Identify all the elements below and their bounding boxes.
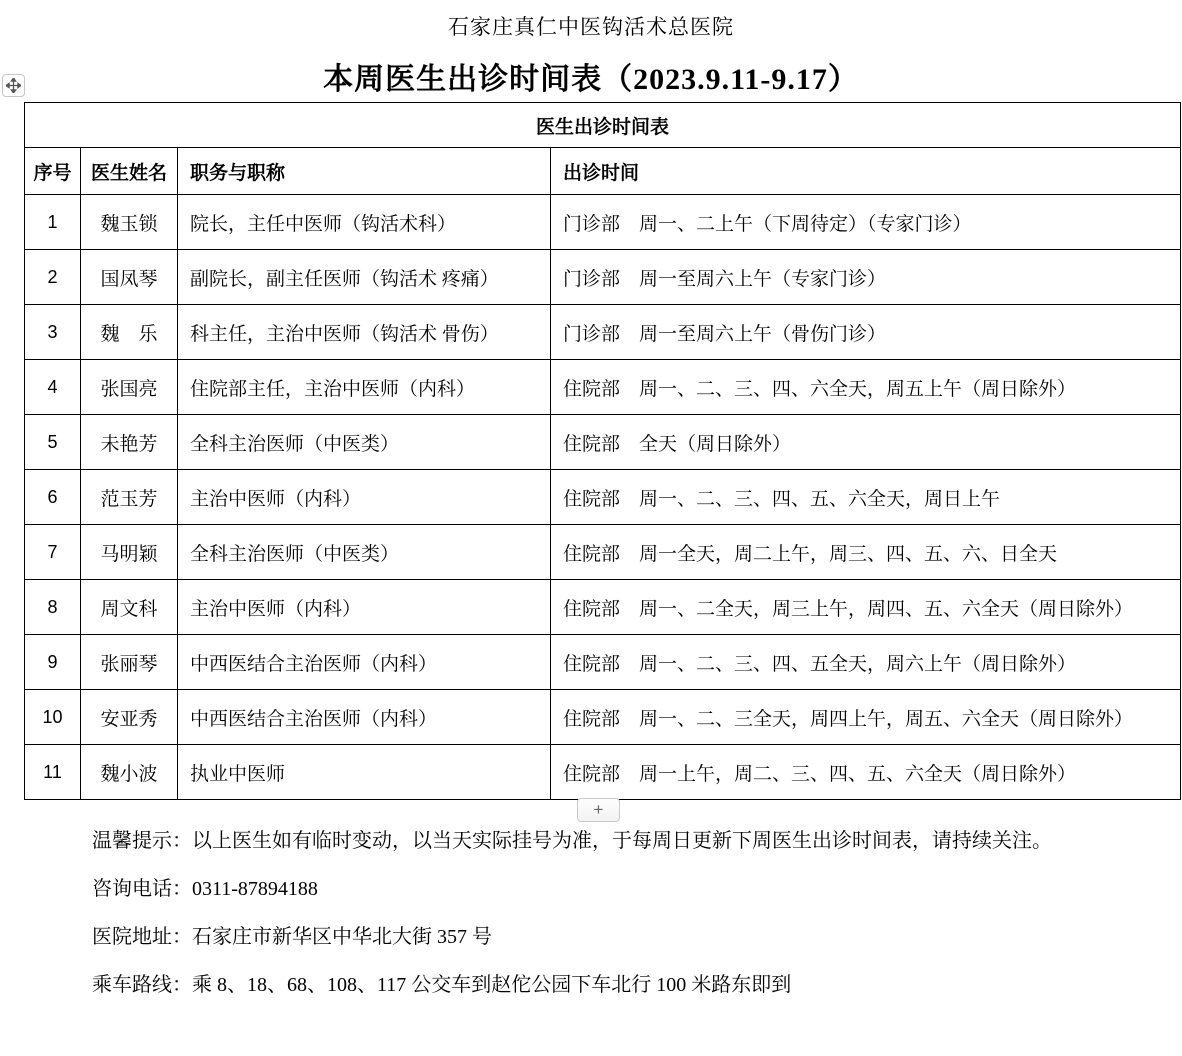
note-phone: 咨询电话：0311-87894188 bbox=[92, 878, 318, 900]
table-row bbox=[25, 525, 1181, 580]
cell-title: 主治中医师（内科） bbox=[178, 470, 551, 525]
move-arrows-icon bbox=[6, 78, 21, 93]
page-title: 本周医生出诊时间表（2023.9.11-9.17） bbox=[323, 63, 859, 96]
cell-name: 张丽琴 bbox=[81, 635, 178, 690]
cell-serial: 6 bbox=[25, 470, 81, 525]
cell-name: 安亚秀 bbox=[81, 690, 178, 745]
cell-name: 魏玉锁 bbox=[81, 195, 178, 250]
cell-schedule: 住院部 周一、二、三、四、五全天，周六上午（周日除外） bbox=[551, 635, 1181, 690]
cell-schedule: 住院部 周一、二、三、四、五、六全天，周日上午 bbox=[551, 470, 1181, 525]
cell-title: 住院部主任，主治中医师（内科） bbox=[178, 360, 551, 415]
cell-title: 院长，主任中医师（钩活术科） bbox=[178, 195, 551, 250]
cell-schedule: 门诊部 周一、二上午（下周待定）（专家门诊） bbox=[551, 195, 1181, 250]
table-row bbox=[25, 745, 1181, 800]
cell-title: 全科主治医师（中医类） bbox=[178, 415, 551, 470]
cell-serial: 10 bbox=[25, 690, 81, 745]
table-row bbox=[25, 470, 1181, 525]
cell-schedule: 住院部 周一、二、三全天，周四上午，周五、六全天（周日除外） bbox=[551, 690, 1181, 745]
table-header-row bbox=[25, 148, 1181, 195]
cell-serial: 9 bbox=[25, 635, 81, 690]
col-header-schedule: 出诊时间 bbox=[551, 148, 1181, 195]
cell-title: 副院长，副主任医师（钩活术 疼痛） bbox=[178, 250, 551, 305]
cell-name: 国凤琴 bbox=[81, 250, 178, 305]
table-row bbox=[25, 635, 1181, 690]
cell-schedule: 门诊部 周一至周六上午（专家门诊） bbox=[551, 250, 1181, 305]
cell-serial: 3 bbox=[25, 305, 81, 360]
col-header-name: 医生姓名 bbox=[81, 148, 178, 195]
cell-schedule: 门诊部 周一至周六上午（骨伤门诊） bbox=[551, 305, 1181, 360]
org-name: 石家庄真仁中医钩活术总医院 bbox=[448, 15, 734, 39]
col-header-title: 职务与职称 bbox=[178, 148, 551, 195]
cell-title: 全科主治医师（中医类） bbox=[178, 525, 551, 580]
notes-block bbox=[92, 830, 1162, 1022]
table-row bbox=[25, 305, 1181, 360]
cell-schedule: 住院部 周一、二全天，周三上午，周四、五、六全天（周日除外） bbox=[551, 580, 1181, 635]
cell-schedule: 住院部 周一全天，周二上午，周三、四、五、六、日全天 bbox=[551, 525, 1181, 580]
table-caption-row bbox=[25, 103, 1181, 148]
note-tip: 温馨提示：以上医生如有临时变动，以当天实际挂号为准，于每周日更新下周医生出诊时间表，请持续关注。 bbox=[92, 830, 1052, 852]
cell-name: 魏 乐 bbox=[81, 305, 178, 360]
table-row bbox=[25, 250, 1181, 305]
cell-name: 未艳芳 bbox=[81, 415, 178, 470]
cell-schedule: 住院部 周一上午，周二、三、四、五、六全天（周日除外） bbox=[551, 745, 1181, 800]
table-row bbox=[25, 415, 1181, 470]
cell-name: 范玉芳 bbox=[81, 470, 178, 525]
cell-schedule: 住院部 全天（周日除外） bbox=[551, 415, 1181, 470]
cell-name: 张国亮 bbox=[81, 360, 178, 415]
table-caption: 医生出诊时间表 bbox=[25, 103, 1181, 148]
cell-title: 科主任，主治中医师（钩活术 骨伤） bbox=[178, 305, 551, 360]
cell-serial: 7 bbox=[25, 525, 81, 580]
table-move-handle[interactable] bbox=[2, 74, 25, 97]
cell-serial: 5 bbox=[25, 415, 81, 470]
cell-serial: 2 bbox=[25, 250, 81, 305]
cell-title: 主治中医师（内科） bbox=[178, 580, 551, 635]
add-row-button[interactable]: + bbox=[577, 798, 620, 822]
cell-name: 魏小波 bbox=[81, 745, 178, 800]
cell-title: 执业中医师 bbox=[178, 745, 551, 800]
note-address: 医院地址：石家庄市新华区中华北大街 357 号 bbox=[92, 926, 492, 948]
cell-name: 周文科 bbox=[81, 580, 178, 635]
cell-serial: 1 bbox=[25, 195, 81, 250]
cell-serial: 11 bbox=[25, 745, 81, 800]
cell-name: 马明颖 bbox=[81, 525, 178, 580]
cell-serial: 4 bbox=[25, 360, 81, 415]
cell-schedule: 住院部 周一、二、三、四、六全天，周五上午（周日除外） bbox=[551, 360, 1181, 415]
table-row bbox=[25, 360, 1181, 415]
table-row bbox=[25, 195, 1181, 250]
table-row bbox=[25, 690, 1181, 745]
cell-serial: 8 bbox=[25, 580, 81, 635]
col-header-serial: 序号 bbox=[25, 148, 81, 195]
schedule-table bbox=[24, 102, 1181, 800]
cell-title: 中西医结合主治医师（内科） bbox=[178, 690, 551, 745]
cell-title: 中西医结合主治医师（内科） bbox=[178, 635, 551, 690]
table-row bbox=[25, 580, 1181, 635]
note-route: 乘车路线：乘 8、18、68、108、117 公交车到赵佗公园下车北行 100 米路东即到 bbox=[92, 974, 792, 996]
